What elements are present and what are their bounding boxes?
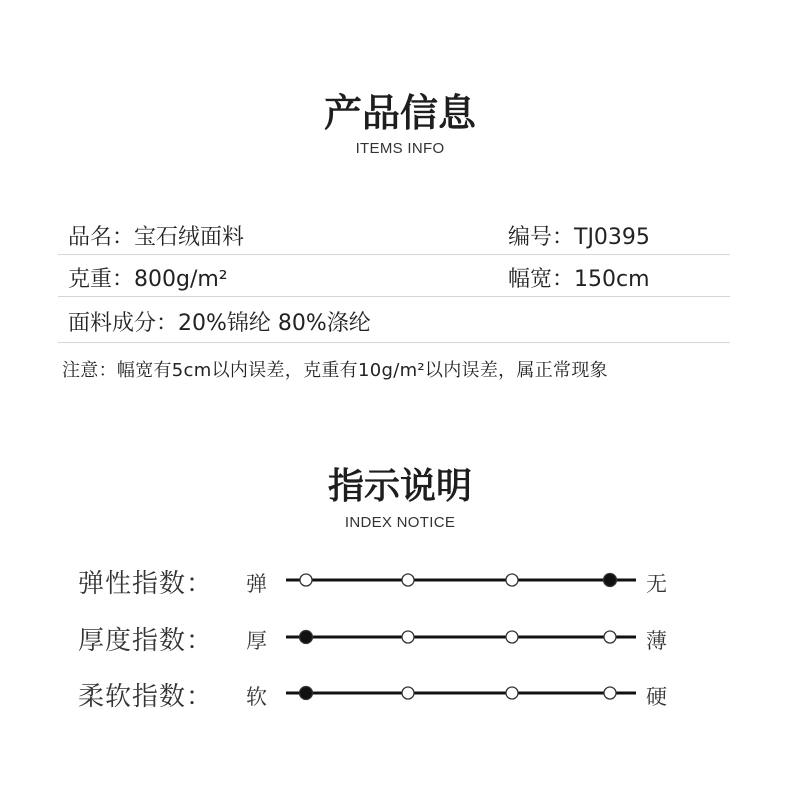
elasticity-left-end: 弹 [246,572,267,596]
items-info-subtitle: ITEMS INFO [355,140,445,157]
thickness-scale-dot [506,631,518,643]
elasticity-scale-dot [300,574,312,586]
product-name: 品名：宝石绒面料 [68,225,245,250]
softness-scale-dot [604,687,616,699]
tolerance-notice: 注意：幅宽有5cm以内误差，克重有10g/m²以内误差，属正常现象 [62,360,608,381]
items-info-title: 产品信息 [323,91,476,135]
elasticity-scale-dot [506,574,518,586]
thickness-scale-dot [604,631,616,643]
elasticity-scale-dot-selected [604,574,617,587]
index-notice-subtitle: INDEX NOTICE [344,514,456,531]
elasticity-scale-dot [402,574,414,586]
softness-label: 柔软指数： [78,682,214,712]
softness-left-end: 软 [246,685,267,709]
fabric-composition: 面料成分：20%锦纶 80%涤纶 [68,311,371,336]
thickness-label: 厚度指数： [78,626,214,656]
elasticity-label: 弹性指数： [78,569,214,599]
thickness-left-end: 厚 [246,629,267,653]
softness-scale-dot [506,687,518,699]
product-code: 编号：TJ0395 [508,225,650,250]
thickness-scale-dot-selected [300,631,313,644]
fabric-weight: 克重：800g/m² [68,267,228,292]
index-notice-title: 指示说明 [327,466,472,507]
thickness-scale-dot [402,631,414,643]
elasticity-right-end: 无 [646,572,667,596]
thickness-right-end: 薄 [646,629,667,653]
fabric-width: 幅宽：150cm [508,267,650,292]
softness-right-end: 硬 [646,685,667,709]
softness-scale-dot [402,687,414,699]
softness-scale-dot-selected [300,687,313,700]
